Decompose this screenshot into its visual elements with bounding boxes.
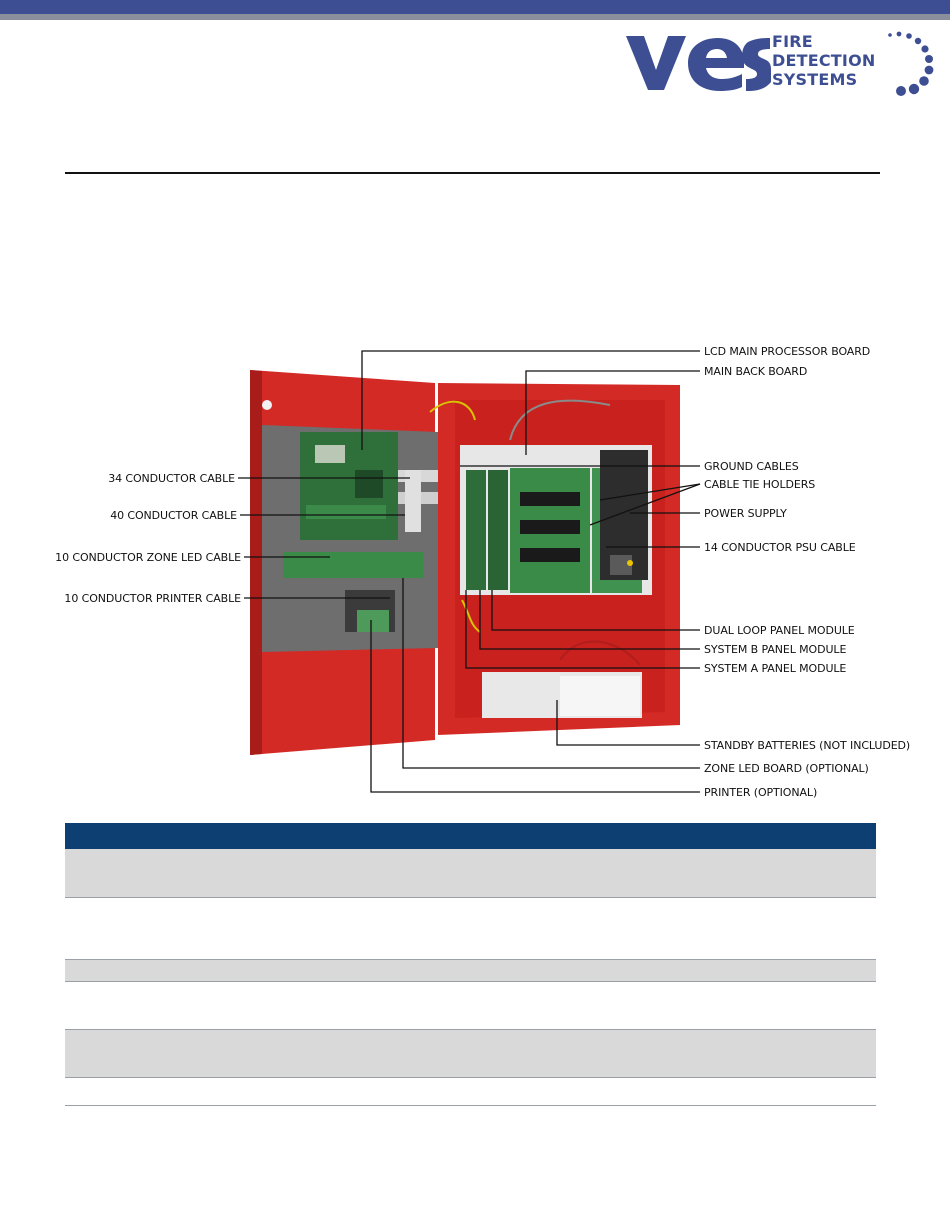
zone-led-board	[283, 552, 423, 578]
table-header-row	[65, 823, 876, 849]
ves-logo	[626, 30, 942, 100]
callout-system-a-panel-module: SYSTEM A PANEL MODULE	[704, 662, 847, 675]
table-row	[65, 849, 876, 897]
callout-10-conductor-zone-led-cable: 10 CONDUCTOR ZONE LED CABLE	[55, 551, 241, 564]
logo-line-systems: SYSTEMS	[772, 70, 858, 89]
table-row	[65, 959, 876, 981]
logo-dot-arc-icon	[880, 30, 944, 96]
callout-power-supply: POWER SUPPLY	[704, 507, 787, 520]
callout-34-conductor-cable: 34 CONDUCTOR CABLE	[108, 472, 235, 485]
table-row	[65, 897, 876, 959]
callout-lcd-main-processor-board: LCD MAIN PROCESSOR BOARD	[704, 345, 871, 358]
section-divider	[65, 172, 880, 174]
table-row	[65, 981, 876, 1029]
callout-main-back-board: MAIN BACK BOARD	[704, 365, 808, 378]
logo-line-detection: DETECTION	[772, 51, 876, 70]
system-a-module	[466, 470, 486, 590]
top-banner-shadow	[0, 14, 950, 20]
table-header-cell	[65, 823, 250, 849]
callout-10-conductor-printer-cable: 10 CONDUCTOR PRINTER CABLE	[64, 592, 241, 605]
callout-zone-led-board: ZONE LED BOARD (OPTIONAL)	[704, 762, 869, 775]
callout-standby-batteries: STANDBY BATTERIES (NOT INCLUDED)	[704, 739, 911, 752]
table-header-cell	[250, 823, 876, 849]
lcd-main-processor-board	[300, 432, 398, 540]
panel-product-photo	[0, 330, 950, 810]
callout-ground-cables: GROUND CABLES	[704, 460, 799, 473]
callout-cable-tie-holders: CABLE TIE HOLDERS	[704, 478, 816, 491]
callout-printer: PRINTER (OPTIONAL)	[704, 786, 818, 799]
callout-dual-loop-panel-module: DUAL LOOP PANEL MODULE	[704, 624, 855, 637]
specifications-table	[65, 823, 876, 1106]
table-row	[65, 1077, 876, 1105]
callout-system-b-panel-module: SYSTEM B PANEL MODULE	[704, 643, 847, 656]
callout-40-conductor-cable: 40 CONDUCTOR CABLE	[110, 509, 237, 522]
logo-line-fire: FIRE	[772, 32, 813, 51]
table-row	[65, 1029, 876, 1077]
system-b-module	[488, 470, 508, 590]
ves-logo-mark	[626, 30, 771, 94]
callout-14-conductor-psu-cable: 14 CONDUCTOR PSU CABLE	[704, 541, 856, 554]
top-banner-bar	[0, 0, 950, 14]
logo-wordmark	[772, 32, 875, 89]
